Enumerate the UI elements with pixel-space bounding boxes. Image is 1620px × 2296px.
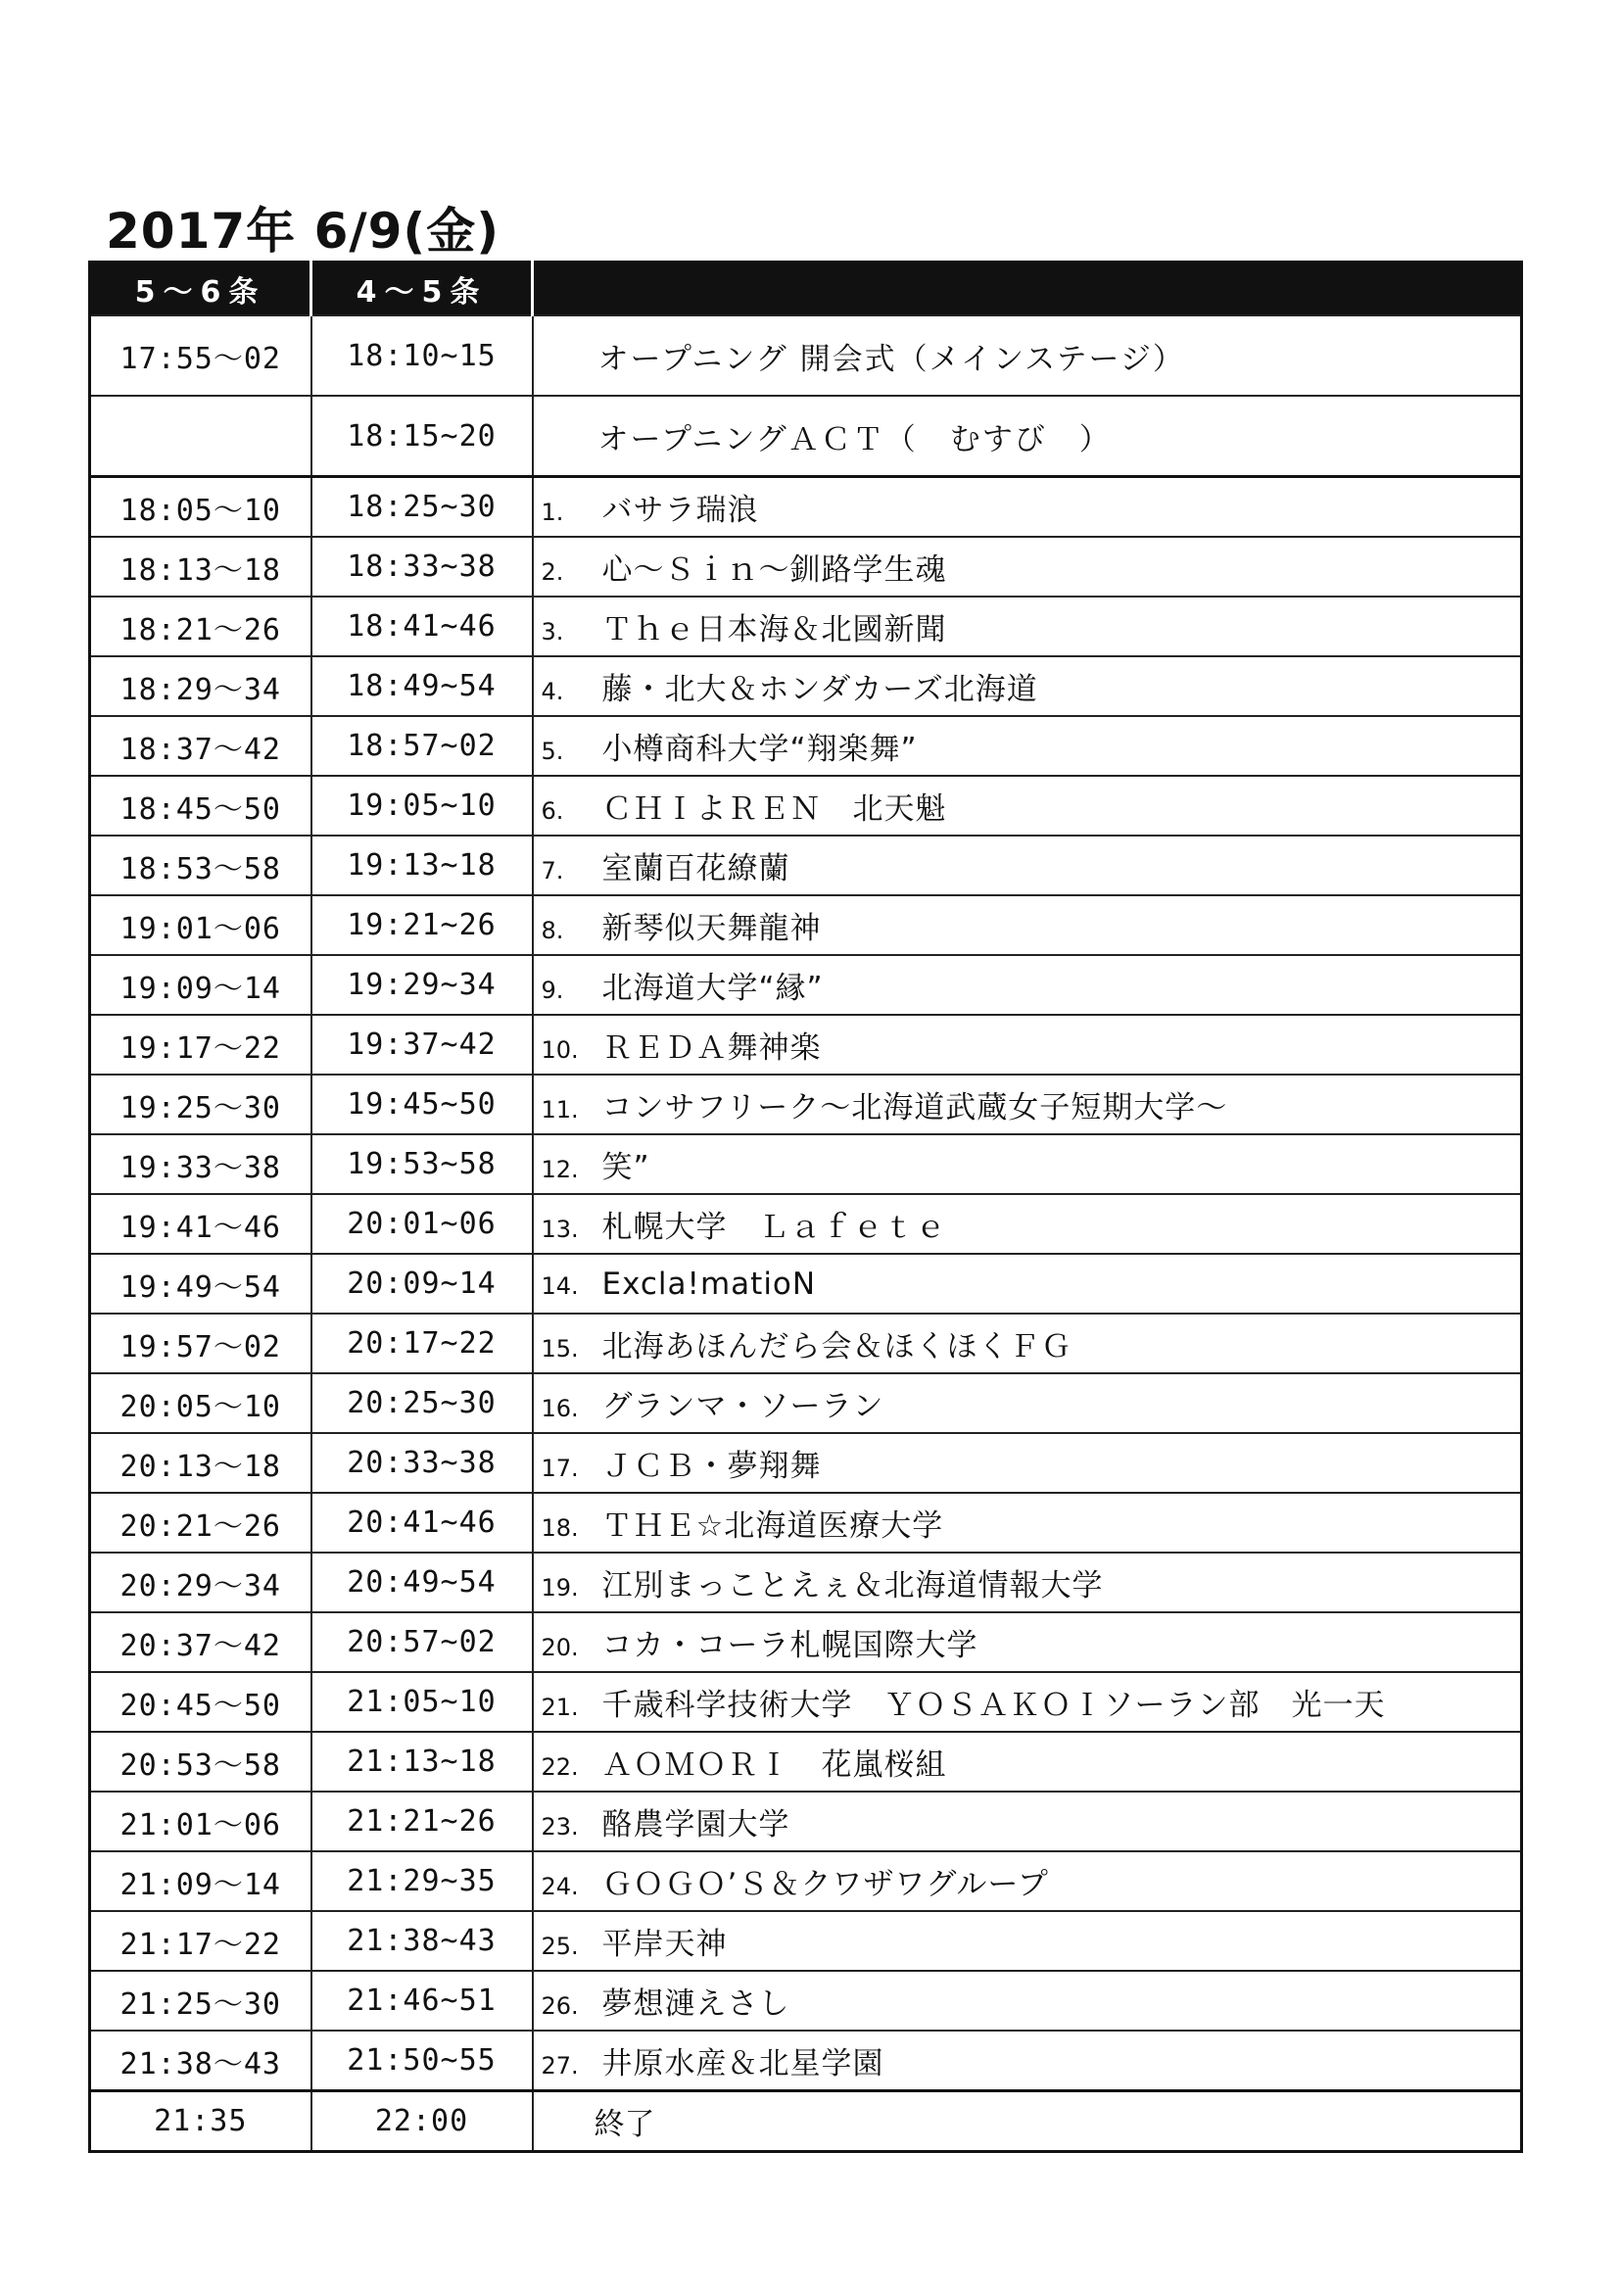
performer-cell (533, 1493, 1522, 1553)
performer-cell (533, 1792, 1522, 1851)
time-venue-4-5: 20:33~38 (311, 1433, 533, 1493)
performer-name: バサラ瑞浪 (601, 493, 759, 528)
time-venue-5-6: 18:21～26 (90, 597, 311, 656)
performance-row (90, 955, 1522, 1015)
performer-name: 新琴似天舞龍神 (601, 911, 822, 946)
opening-row (90, 396, 1522, 477)
performance-number: 21. (541, 1694, 579, 1721)
time-venue-5-6: 20:13～18 (90, 1433, 311, 1493)
schedule-header-row (90, 263, 1522, 316)
performer-name: 北海あほんだら会＆ほくほくＦＧ (601, 1329, 1072, 1364)
performance-row (90, 1792, 1522, 1851)
performance-row (90, 1194, 1522, 1254)
closing-row (90, 2091, 1522, 2152)
performer-cell (533, 716, 1522, 776)
performance-number: 22. (541, 1753, 579, 1781)
header-venue-5-6: 5～6条 (90, 263, 311, 316)
performance-number: 24. (541, 1873, 579, 1900)
performance-row (90, 1373, 1522, 1433)
performer-name: 井原水産＆北星学園 (601, 2046, 884, 2081)
performer-cell (533, 1971, 1522, 2031)
time-venue-4-5: 19:05~10 (311, 776, 533, 836)
performance-row (90, 776, 1522, 836)
time-venue-5-6: 17:55～02 (90, 315, 311, 396)
performance-row (90, 1015, 1522, 1075)
performance-row (90, 1553, 1522, 1612)
performance-row (90, 1314, 1522, 1373)
performance-row (90, 836, 1522, 895)
time-venue-4-5: 19:37~42 (311, 1015, 533, 1075)
time-venue-5-6: 18:13～18 (90, 537, 311, 597)
time-venue-5-6: 19:25～30 (90, 1075, 311, 1134)
time-venue-4-5: 21:13~18 (311, 1732, 533, 1792)
time-venue-4-5: 18:57~02 (311, 716, 533, 776)
time-venue-5-6: 18:29～34 (90, 656, 311, 716)
performer-cell (533, 1015, 1522, 1075)
time-venue-5-6: 20:45～50 (90, 1672, 311, 1732)
time-venue-4-5: 18:15~20 (311, 396, 533, 477)
performance-number: 15. (541, 1335, 579, 1363)
performer-cell (533, 1194, 1522, 1254)
performer-name: ＲＥＤＡ舞神楽 (601, 1030, 822, 1066)
time-venue-5-6: 19:01～06 (90, 895, 311, 955)
performance-row (90, 477, 1522, 538)
performer-cell (533, 1911, 1522, 1971)
time-venue-4-5: 20:09~14 (311, 1254, 533, 1314)
time-venue-4-5: 20:17~22 (311, 1314, 533, 1373)
performer-name: 室蘭百花繚蘭 (601, 851, 790, 886)
performer-cell (533, 1075, 1522, 1134)
performance-row (90, 716, 1522, 776)
performer-cell (533, 1433, 1522, 1493)
opening-row (90, 315, 1522, 396)
performance-number: 8. (541, 917, 564, 944)
time-venue-4-5: 21:50~55 (311, 2031, 533, 2091)
performer-name: ＡＯＭＯＲＩ 花嵐桜組 (601, 1747, 947, 1783)
performer-cell (533, 955, 1522, 1015)
performance-number: 4. (541, 678, 564, 705)
time-venue-5-6: 21:17～22 (90, 1911, 311, 1971)
performer-cell (533, 477, 1522, 538)
performance-row (90, 1851, 1522, 1911)
time-venue-4-5: 21:46~51 (311, 1971, 533, 2031)
performer-name: Excla!matioN (601, 1266, 817, 1302)
performance-row (90, 1672, 1522, 1732)
performer-name: Ｔｈｅ日本海＆北國新聞 (601, 612, 947, 647)
performer-cell (533, 1373, 1522, 1433)
time-venue-4-5: 21:38~43 (311, 1911, 533, 1971)
performer-cell (533, 597, 1522, 656)
performer-name: 心～Ｓｉｎ～釧路学生魂 (601, 552, 947, 588)
performance-number: 9. (541, 977, 564, 1004)
time-venue-5-6: 20:37～42 (90, 1612, 311, 1672)
performance-row (90, 1612, 1522, 1672)
performer-cell (533, 656, 1522, 716)
performance-row (90, 1134, 1522, 1194)
performer-name: 夢想漣えさし (601, 1986, 790, 2022)
performance-number: 7. (541, 857, 564, 885)
performer-cell (533, 1254, 1522, 1314)
performance-row (90, 597, 1522, 656)
time-venue-4-5: 18:41~46 (311, 597, 533, 656)
time-venue-5-6: 19:49～54 (90, 1254, 311, 1314)
performance-number: 14. (541, 1271, 579, 1300)
performance-number: 27. (541, 2052, 579, 2080)
performance-number: 20. (541, 1634, 579, 1661)
performer-name: ＧＯＧＯ’Ｓ＆クワザワグループ (601, 1867, 1049, 1902)
performance-number: 1. (541, 499, 564, 526)
performance-row (90, 2031, 1522, 2091)
performance-number: 2. (541, 558, 564, 586)
page-title: 2017年 6/9(金) (106, 203, 500, 260)
time-venue-5-6: 21:35 (90, 2091, 311, 2152)
time-venue-4-5: 20:01~06 (311, 1194, 533, 1254)
performance-row (90, 1254, 1522, 1314)
performer-name: 千歳科学技術大学 ＹＯＳＡＫＯＩソーラン部 光一天 (601, 1688, 1386, 1723)
performer-cell (533, 1672, 1522, 1732)
time-venue-4-5: 20:57~02 (311, 1612, 533, 1672)
time-venue-4-5: 21:05~10 (311, 1672, 533, 1732)
time-venue-4-5: 20:49~54 (311, 1553, 533, 1612)
header-venue-4-5: 4～5条 (311, 263, 533, 316)
time-venue-4-5: 21:29~35 (311, 1851, 533, 1911)
time-venue-4-5: 18:25~30 (311, 477, 533, 538)
time-venue-5-6: 20:53～58 (90, 1732, 311, 1792)
time-venue-5-6: 20:05～10 (90, 1373, 311, 1433)
performance-number: 5. (541, 738, 564, 765)
performer-cell (533, 1732, 1522, 1792)
time-venue-5-6: 18:45～50 (90, 776, 311, 836)
performer-name: 平岸天神 (601, 1927, 728, 1962)
time-venue-5-6: 19:57～02 (90, 1314, 311, 1373)
time-venue-4-5: 19:45~50 (311, 1075, 533, 1134)
time-venue-4-5: 19:13~18 (311, 836, 533, 895)
time-venue-4-5: 19:21~26 (311, 895, 533, 955)
time-venue-4-5: 18:33~38 (311, 537, 533, 597)
header-performer (533, 263, 1522, 316)
performer-cell (533, 537, 1522, 597)
performance-row (90, 656, 1522, 716)
performer-cell (533, 2031, 1522, 2091)
performer-name: 酪農学園大学 (601, 1807, 790, 1842)
time-venue-5-6: 21:38～43 (90, 2031, 311, 2091)
time-venue-4-5: 19:53~58 (311, 1134, 533, 1194)
time-venue-5-6: 18:53～58 (90, 836, 311, 895)
performance-number: 26. (541, 1992, 579, 2020)
performance-number: 19. (541, 1574, 579, 1602)
performer-name: ＴＨＥ☆北海道医療大学 (601, 1508, 944, 1544)
performance-row (90, 1075, 1522, 1134)
schedule-table (88, 261, 1523, 2153)
performance-row (90, 537, 1522, 597)
time-venue-4-5: 18:10~15 (311, 315, 533, 396)
time-venue-5-6: 21:01～06 (90, 1792, 311, 1851)
performer-name: 札幌大学 Ｌａｆｅｔｅ (601, 1210, 947, 1245)
performer-name: ＪＣＢ・夢翔舞 (601, 1449, 822, 1484)
performer-name: 笑” (601, 1150, 650, 1185)
time-venue-5-6: 19:09～14 (90, 955, 311, 1015)
performer-name: コンサフリーク～北海道武蔵女子短期大学～ (601, 1090, 1228, 1125)
time-venue-5-6: 18:37～42 (90, 716, 311, 776)
time-venue-5-6 (90, 396, 311, 477)
performer-cell (533, 1314, 1522, 1373)
performance-number: 12. (541, 1156, 579, 1183)
performance-number: 10. (541, 1036, 579, 1064)
performer-name: 北海道大学“縁” (601, 971, 824, 1006)
performer-name: 小樽商科大学“翔楽舞” (601, 732, 918, 767)
performer-cell (533, 1851, 1522, 1911)
time-venue-4-5: 20:41~46 (311, 1493, 533, 1553)
time-venue-4-5: 21:21~26 (311, 1792, 533, 1851)
schedule-body (90, 315, 1522, 2152)
performance-row (90, 895, 1522, 955)
performer-cell (533, 1612, 1522, 1672)
performer-cell (533, 1553, 1522, 1612)
time-venue-5-6: 21:09～14 (90, 1851, 311, 1911)
performance-row (90, 1493, 1522, 1553)
performance-row (90, 1971, 1522, 2031)
time-venue-4-5: 18:49~54 (311, 656, 533, 716)
performer-name: 藤・北大＆ホンダカーズ北海道 (601, 672, 1038, 707)
performer-cell (533, 776, 1522, 836)
time-venue-5-6: 20:29～34 (90, 1553, 311, 1612)
performance-row (90, 1732, 1522, 1792)
performance-row (90, 1433, 1522, 1493)
closing-label: 終了 (533, 2091, 1522, 2152)
opening-event-name: オープニング 開会式（メインステージ） (533, 315, 1522, 396)
time-venue-5-6: 19:41～46 (90, 1194, 311, 1254)
time-venue-4-5: 22:00 (311, 2091, 533, 2152)
performer-name: 江別まっことえぇ＆北海道情報大学 (601, 1568, 1104, 1603)
time-venue-5-6: 19:17～22 (90, 1015, 311, 1075)
performance-number: 16. (541, 1395, 579, 1422)
performance-number: 13. (541, 1216, 579, 1243)
performance-row (90, 1911, 1522, 1971)
opening-event-name: オープニングＡＣＴ（ むすび ） (533, 396, 1522, 477)
time-venue-4-5: 20:25~30 (311, 1373, 533, 1433)
time-venue-5-6: 19:33～38 (90, 1134, 311, 1194)
time-venue-5-6: 18:05～10 (90, 477, 311, 538)
performance-number: 23. (541, 1813, 579, 1841)
time-venue-4-5: 19:29~34 (311, 955, 533, 1015)
performer-cell (533, 895, 1522, 955)
performer-name: グランマ・ソーラン (601, 1389, 884, 1424)
time-venue-5-6: 20:21～26 (90, 1493, 311, 1553)
performer-cell (533, 836, 1522, 895)
performance-number: 18. (541, 1514, 579, 1542)
time-venue-5-6: 21:25～30 (90, 1971, 311, 2031)
performer-name: ＣＨＩよＲＥＮ 北天魁 (601, 791, 947, 827)
performance-number: 11. (541, 1096, 579, 1124)
performer-cell (533, 1134, 1522, 1194)
performance-number: 6. (541, 797, 564, 825)
performance-number: 25. (541, 1933, 579, 1960)
performance-number: 3. (541, 618, 564, 646)
performer-name: コカ・コーラ札幌国際大学 (601, 1628, 978, 1663)
performance-number: 17. (541, 1455, 579, 1482)
